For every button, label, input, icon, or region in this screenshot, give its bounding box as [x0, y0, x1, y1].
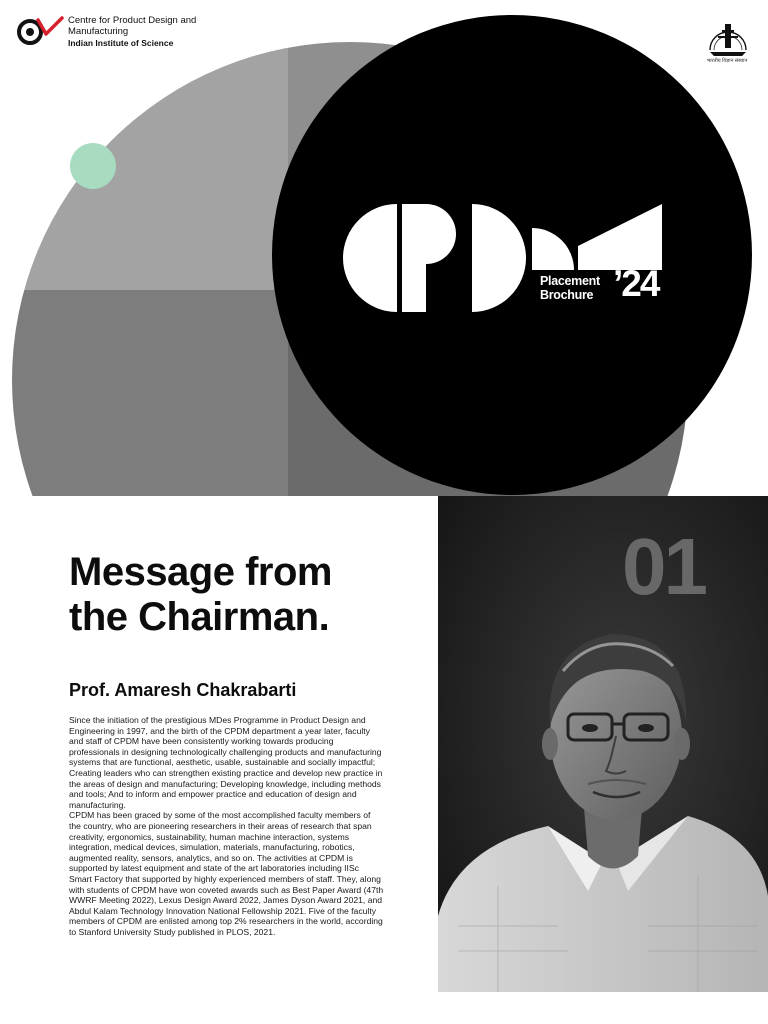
section-title-line1: Message from [69, 550, 332, 594]
section-title-line2: the Chairman. [69, 595, 330, 639]
cpdm-logo-icon [16, 14, 64, 48]
iisc-tagline: भारतीय विज्ञान संस्थान [706, 58, 748, 64]
message-paragraph-1: Since the initiation of the prestigious MDes Programme in Product Design and Engineering in 1997, and the birth of the CPDM department a year later, faculty and staff of CPDM have been consistently working towards producing professionals in designing technologically challenging products and manufacturing systems that are functional, aesthetic, usable, sustainable and socially impactful; Creating leaders who can strengthen existing practice and develop new practice in the areas of design and manufacturing; Developing knowledge, including methods and tools; And to inform and empower practice and education of design and manufacturing. [69, 715, 383, 810]
iisc-emblem-icon [704, 14, 752, 62]
brochure-line2: Brochure [540, 288, 594, 302]
section-title [69, 550, 429, 640]
brochure-label [540, 274, 600, 302]
author-name: Prof. Amaresh Chakrabarti [69, 680, 297, 700]
chairman-portrait [438, 496, 768, 992]
message-paragraph-2: CPDM has been graced by some of the most accomplished faculty members of the country, who are pioneering researchers in their areas of research that span creativity, ergonomics, sustainability, human machine interaction, systems integration, medical devices, simulation, materials, manufacturing, robotics, augmented reality, sensors, analytics, and so on. The activities at CPDM is supported by latest equipment and state of the art laboratories including IISc Smart Factory that supported by highly experienced members of staff. They, along with students of CPDM have won coveted awards such as Best Paper Award (47th WWRF Meeting 2022), Lexus Design Award 2022, James Dyson Award 2021, and Abdul Kalam Technology Innovation National Fellowship 2021. Five of the faculty members of CPDM are enlisted among top 2% researchers in the world, according to Stanford University Study published in PLOS, 2021. [69, 810, 384, 937]
message-body [69, 715, 384, 937]
section-number: 01 [622, 522, 705, 611]
org-name: Centre for Product Design and Manufacturing [68, 15, 197, 37]
year-label: ’24 [613, 263, 659, 304]
institute-name: Indian Institute of Science [68, 38, 174, 48]
brochure-line1: Placement [540, 274, 600, 288]
chairman-photo [438, 496, 768, 992]
mint-dot [70, 143, 116, 189]
